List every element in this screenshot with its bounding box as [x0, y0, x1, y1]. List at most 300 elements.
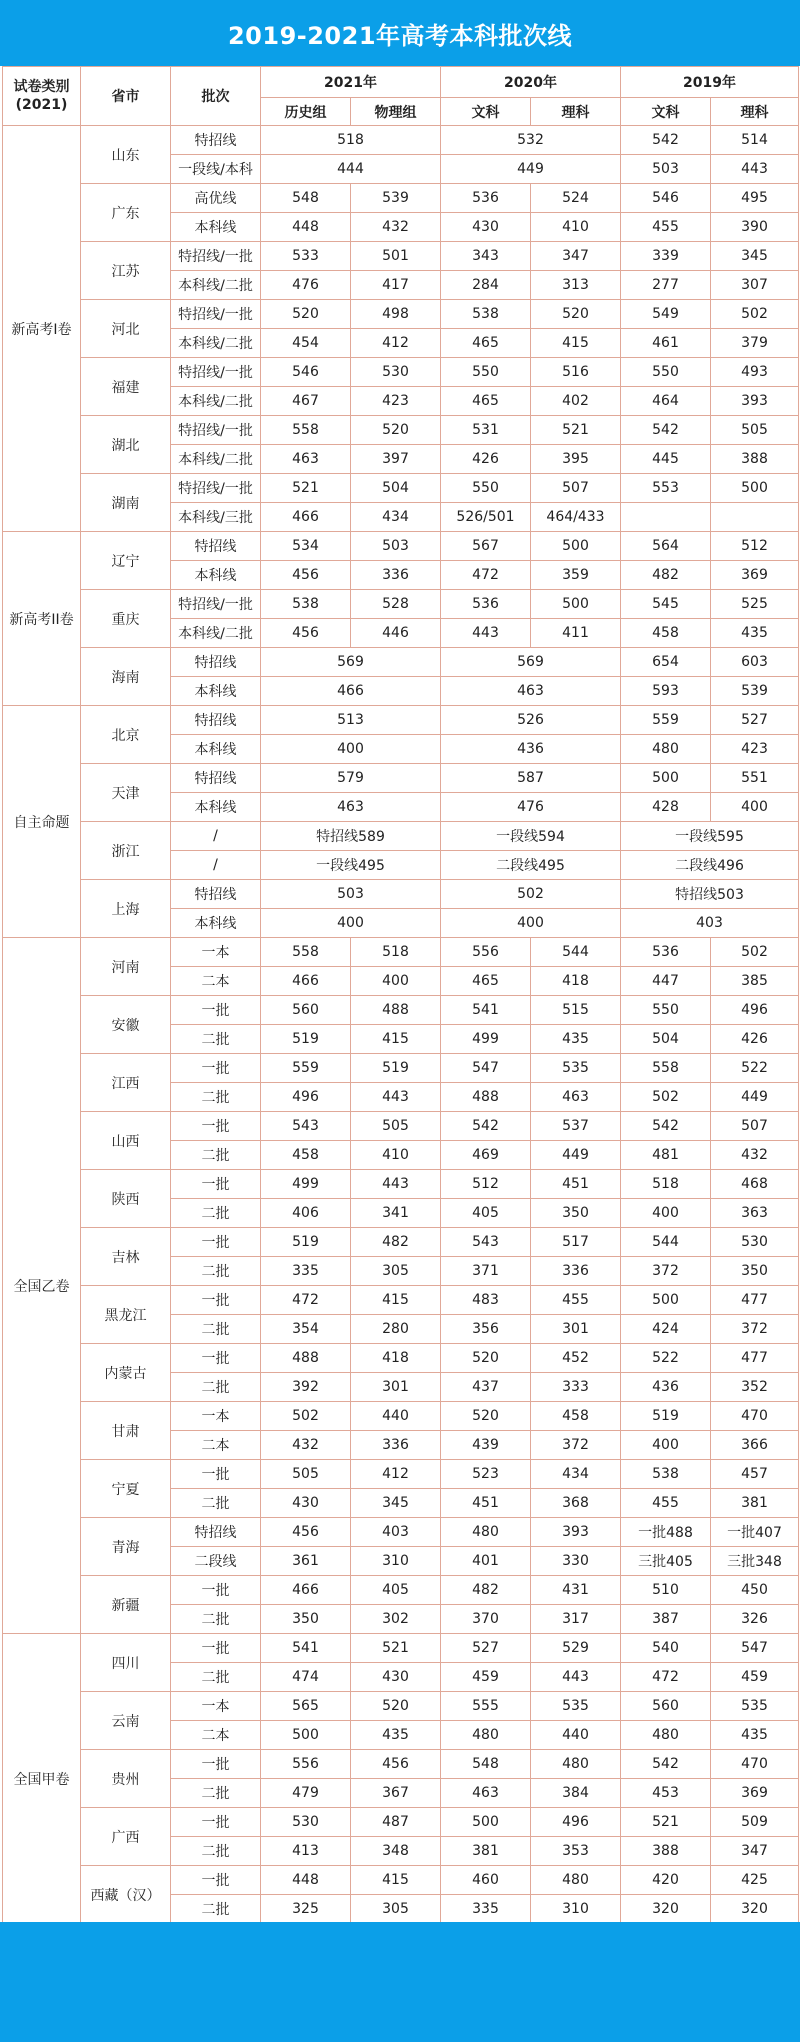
- batch-cell: 本科线/二批: [171, 445, 261, 474]
- score-cell-y21: 520: [351, 416, 441, 445]
- score-cell-y19: 445: [621, 445, 711, 474]
- score-cell-y20: 488: [441, 1083, 531, 1112]
- batch-cell: 特招线/一批: [171, 300, 261, 329]
- score-cell-y19: 550: [621, 996, 711, 1025]
- score-cell-y20: 526/501: [441, 503, 531, 532]
- batch-cell: 本科线: [171, 561, 261, 590]
- score-cell-y19: 500: [621, 764, 711, 793]
- score-cell-y21: 472: [261, 1286, 351, 1315]
- score-cell-y20: 418: [531, 967, 621, 996]
- score-cell-y21: 518: [261, 126, 441, 155]
- score-cell-y19: 482: [621, 561, 711, 590]
- score-cell-y20: 531: [441, 416, 531, 445]
- score-cell-y20: 567: [441, 532, 531, 561]
- score-cell-y19: 390: [711, 213, 799, 242]
- score-cell-y19: 320: [711, 1895, 799, 1924]
- score-cell-y21: 476: [261, 271, 351, 300]
- score-cell-y20: 547: [441, 1054, 531, 1083]
- score-cell-y19: 423: [711, 735, 799, 764]
- batch-cell: 一批: [171, 1866, 261, 1895]
- score-cell-y21: 503: [351, 532, 441, 561]
- category-cell: 新高考II卷: [3, 532, 81, 706]
- score-cell-y20: 356: [441, 1315, 531, 1344]
- table-row: [3, 880, 799, 909]
- score-cell-y20: 524: [531, 184, 621, 213]
- score-cell-y21: 501: [351, 242, 441, 271]
- score-cell-y19: 530: [711, 1228, 799, 1257]
- score-cell-y20: 548: [441, 1750, 531, 1779]
- score-cell-y21: 434: [351, 503, 441, 532]
- score-cell-y21: 456: [261, 1518, 351, 1547]
- score-cell-y21: 518: [351, 938, 441, 967]
- score-cell-y21: 548: [261, 184, 351, 213]
- province-cell: 天津: [81, 764, 171, 822]
- table-row: [3, 184, 799, 213]
- score-cell-y20: 一段线594: [441, 822, 621, 851]
- score-cell-y21: 482: [351, 1228, 441, 1257]
- score-cell-y20: 496: [531, 1808, 621, 1837]
- province-cell: 重庆: [81, 590, 171, 648]
- score-cell-y21: 466: [261, 1576, 351, 1605]
- table-row: [3, 532, 799, 561]
- batch-cell: 本科线/二批: [171, 387, 261, 416]
- batch-cell: 二批: [171, 1837, 261, 1866]
- score-cell-y21: 405: [351, 1576, 441, 1605]
- score-cell-y20: 405: [441, 1199, 531, 1228]
- score-cell-y20: 543: [441, 1228, 531, 1257]
- score-cell-y21: 463: [261, 793, 441, 822]
- score-cell-y19: 481: [621, 1141, 711, 1170]
- score-cell-y20: 443: [441, 619, 531, 648]
- score-cell-y19: 387: [621, 1605, 711, 1634]
- score-cell-y19: 510: [621, 1576, 711, 1605]
- score-cell-y19: 502: [621, 1083, 711, 1112]
- batch-cell: 一批: [171, 1344, 261, 1373]
- score-cell-y21: 400: [261, 909, 441, 938]
- score-cell-y21: 502: [261, 1402, 351, 1431]
- score-cell-y19: 二段线496: [621, 851, 799, 880]
- batch-cell: 一本: [171, 938, 261, 967]
- table-row: [3, 1402, 799, 1431]
- score-cell-y20: 464/433: [531, 503, 621, 532]
- score-cell-y20: 451: [441, 1489, 531, 1518]
- province-cell: 新疆: [81, 1576, 171, 1634]
- score-cell-y20: 384: [531, 1779, 621, 1808]
- score-cell-y20: 520: [441, 1402, 531, 1431]
- batch-cell: 二批: [171, 1895, 261, 1924]
- batch-cell: /: [171, 822, 261, 851]
- score-cell-y19: 468: [711, 1170, 799, 1199]
- table-row: [3, 1344, 799, 1373]
- score-cell-y19: 320: [621, 1895, 711, 1924]
- score-cell-y20: 483: [441, 1286, 531, 1315]
- score-cell-y21: 325: [261, 1895, 351, 1924]
- score-cell-y21: 435: [351, 1721, 441, 1750]
- score-cell-y21: 498: [351, 300, 441, 329]
- category-cell: 全国甲卷: [3, 1634, 81, 1924]
- table-row: [3, 822, 799, 851]
- score-cell-y19: 347: [711, 1837, 799, 1866]
- score-cell-y19: 542: [621, 126, 711, 155]
- score-cell-y19: 558: [621, 1054, 711, 1083]
- score-cell-y20: 二段线495: [441, 851, 621, 880]
- score-cell-y21: 496: [261, 1083, 351, 1112]
- score-cell-y20: 544: [531, 938, 621, 967]
- province-cell: 云南: [81, 1692, 171, 1750]
- score-cell-y19: 550: [621, 358, 711, 387]
- score-cell-y19: 505: [711, 416, 799, 445]
- score-cell-y19: 403: [621, 909, 799, 938]
- batch-cell: 二批: [171, 1779, 261, 1808]
- table-row: [3, 1170, 799, 1199]
- score-cell-y19: 三批405: [621, 1547, 711, 1576]
- score-cell-y20: 330: [531, 1547, 621, 1576]
- batch-cell: 一批: [171, 1054, 261, 1083]
- score-cell-y20: 535: [531, 1054, 621, 1083]
- score-cell-y21: 538: [261, 590, 351, 619]
- header-sub-arts-2020: 文科: [441, 98, 531, 126]
- header-category: 试卷类别 (2021): [3, 67, 81, 126]
- header-year-2019: 2019年: [621, 67, 799, 98]
- batch-cell: 二批: [171, 1373, 261, 1402]
- score-cell-y21: 488: [351, 996, 441, 1025]
- batch-cell: 本科线: [171, 793, 261, 822]
- table-row: [3, 1112, 799, 1141]
- score-cell-y20: 430: [441, 213, 531, 242]
- score-cell-y19: 472: [621, 1663, 711, 1692]
- score-cell-y21: 558: [261, 416, 351, 445]
- score-cell-y19: 379: [711, 329, 799, 358]
- score-cell-y20: 529: [531, 1634, 621, 1663]
- score-cell-y20: 431: [531, 1576, 621, 1605]
- score-cell-y19: 363: [711, 1199, 799, 1228]
- score-cell-y19: 546: [621, 184, 711, 213]
- score-table: [2, 66, 799, 1924]
- score-cell-y19: 369: [711, 1779, 799, 1808]
- score-cell-y19: 339: [621, 242, 711, 271]
- score-cell-y20: 411: [531, 619, 621, 648]
- score-cell-y19: 366: [711, 1431, 799, 1460]
- table-row: [3, 648, 799, 677]
- province-cell: 陕西: [81, 1170, 171, 1228]
- score-cell-y21: 530: [351, 358, 441, 387]
- province-cell: 山东: [81, 126, 171, 184]
- score-cell-y19: 381: [711, 1489, 799, 1518]
- score-cell-y21: 335: [261, 1257, 351, 1286]
- score-cell-y19: 542: [621, 1112, 711, 1141]
- score-cell-y20: 516: [531, 358, 621, 387]
- score-cell-y20: 499: [441, 1025, 531, 1054]
- header-sub-physics: 物理组: [351, 98, 441, 126]
- province-cell: 四川: [81, 1634, 171, 1692]
- batch-cell: 一批: [171, 1808, 261, 1837]
- score-cell-y20: 521: [531, 416, 621, 445]
- score-cell-y19: 480: [621, 735, 711, 764]
- batch-cell: 一段线/本科: [171, 155, 261, 184]
- score-cell-y20: 435: [531, 1025, 621, 1054]
- score-cell-y21: 569: [261, 648, 441, 677]
- score-cell-y21: 305: [351, 1895, 441, 1924]
- score-cell-y19: 502: [711, 938, 799, 967]
- score-cell-y21: 558: [261, 938, 351, 967]
- score-cell-y21: 456: [261, 619, 351, 648]
- score-cell-y20: 368: [531, 1489, 621, 1518]
- score-cell-y19: 519: [621, 1402, 711, 1431]
- batch-cell: 二本: [171, 967, 261, 996]
- score-cell-y19: 535: [711, 1692, 799, 1721]
- table-row: [3, 1634, 799, 1663]
- score-cell-y20: 381: [441, 1837, 531, 1866]
- batch-cell: 本科线/二批: [171, 329, 261, 358]
- batch-cell: 特招线: [171, 880, 261, 909]
- batch-cell: 本科线/二批: [171, 271, 261, 300]
- batch-cell: 特招线: [171, 648, 261, 677]
- table-row: [3, 1692, 799, 1721]
- header-sub-history: 历史组: [261, 98, 351, 126]
- score-cell-y20: 402: [531, 387, 621, 416]
- score-cell-y19: 503: [621, 155, 711, 184]
- score-cell-y21: 474: [261, 1663, 351, 1692]
- score-cell-y19: 326: [711, 1605, 799, 1634]
- batch-cell: 特招线/一批: [171, 416, 261, 445]
- batch-cell: 特招线/一批: [171, 474, 261, 503]
- score-cell-y19: 453: [621, 1779, 711, 1808]
- score-cell-y21: 397: [351, 445, 441, 474]
- score-cell-y21: 415: [351, 1286, 441, 1315]
- score-cell-y19: 470: [711, 1750, 799, 1779]
- score-cell-y21: 345: [351, 1489, 441, 1518]
- score-cell-y20: 587: [441, 764, 621, 793]
- score-cell-y19: 455: [621, 1489, 711, 1518]
- score-cell-y20: 469: [441, 1141, 531, 1170]
- province-cell: 贵州: [81, 1750, 171, 1808]
- batch-cell: 本科线: [171, 909, 261, 938]
- score-cell-y21: 特招线589: [261, 822, 441, 851]
- score-cell-y21: 456: [261, 561, 351, 590]
- header-year-2021: 2021年: [261, 67, 441, 98]
- score-cell-y20: 476: [441, 793, 621, 822]
- batch-cell: 二批: [171, 1199, 261, 1228]
- province-cell: 黑龙江: [81, 1286, 171, 1344]
- score-cell-y19: 372: [621, 1257, 711, 1286]
- score-cell-y19: 450: [711, 1576, 799, 1605]
- table-row: [3, 706, 799, 735]
- score-cell-y20: 515: [531, 996, 621, 1025]
- score-cell-y19: 514: [711, 126, 799, 155]
- table-row: [3, 996, 799, 1025]
- score-cell-y19: 369: [711, 561, 799, 590]
- batch-cell: 特招线/一批: [171, 242, 261, 271]
- score-cell-y19: 504: [621, 1025, 711, 1054]
- score-cell-y21: 341: [351, 1199, 441, 1228]
- score-cell-y21: 415: [351, 1866, 441, 1895]
- score-cell-y20: 517: [531, 1228, 621, 1257]
- score-cell-y21: 466: [261, 677, 441, 706]
- score-cell-y21: 432: [351, 213, 441, 242]
- score-cell-y21: 454: [261, 329, 351, 358]
- score-cell-y19: 500: [621, 1286, 711, 1315]
- score-cell-y20: 401: [441, 1547, 531, 1576]
- score-cell-y21: 一段线495: [261, 851, 441, 880]
- batch-cell: 二批: [171, 1141, 261, 1170]
- score-cell-y19: 502: [711, 300, 799, 329]
- score-cell-y19: [621, 503, 711, 532]
- score-cell-y20: 542: [441, 1112, 531, 1141]
- score-cell-y21: 410: [351, 1141, 441, 1170]
- score-cell-y20: 458: [531, 1402, 621, 1431]
- score-cell-y20: 532: [441, 126, 621, 155]
- province-cell: 青海: [81, 1518, 171, 1576]
- score-cell-y20: 350: [531, 1199, 621, 1228]
- score-cell-y20: 443: [531, 1663, 621, 1692]
- table-row: [3, 1808, 799, 1837]
- batch-cell: 特招线: [171, 706, 261, 735]
- score-cell-y20: 463: [531, 1083, 621, 1112]
- batch-cell: 特招线: [171, 126, 261, 155]
- score-cell-y19: 547: [711, 1634, 799, 1663]
- score-cell-y20: 480: [441, 1721, 531, 1750]
- province-cell: 江苏: [81, 242, 171, 300]
- score-cell-y19: 426: [711, 1025, 799, 1054]
- score-cell-y20: 353: [531, 1837, 621, 1866]
- score-cell-y21: 479: [261, 1779, 351, 1808]
- score-cell-y19: 470: [711, 1402, 799, 1431]
- table-row: [3, 1286, 799, 1315]
- score-cell-y20: 556: [441, 938, 531, 967]
- score-cell-y20: 537: [531, 1112, 621, 1141]
- batch-cell: 本科线/三批: [171, 503, 261, 532]
- score-cell-y21: 336: [351, 561, 441, 590]
- score-cell-y21: 488: [261, 1344, 351, 1373]
- score-cell-y19: 435: [711, 1721, 799, 1750]
- batch-cell: 特招线: [171, 532, 261, 561]
- score-cell-y19: 538: [621, 1460, 711, 1489]
- score-cell-y21: 444: [261, 155, 441, 184]
- score-cell-y19: 一批407: [711, 1518, 799, 1547]
- score-cell-y21: 466: [261, 967, 351, 996]
- score-cell-y21: 412: [351, 329, 441, 358]
- score-cell-y20: 410: [531, 213, 621, 242]
- score-cell-y20: 415: [531, 329, 621, 358]
- table-row: [3, 764, 799, 793]
- score-cell-y19: 一段线595: [621, 822, 799, 851]
- score-cell-y21: 406: [261, 1199, 351, 1228]
- batch-cell: 二批: [171, 1663, 261, 1692]
- score-cell-y19: 518: [621, 1170, 711, 1199]
- score-cell-y20: 395: [531, 445, 621, 474]
- batch-cell: 特招线/一批: [171, 590, 261, 619]
- province-cell: 河北: [81, 300, 171, 358]
- table-wrapper: [0, 66, 800, 1924]
- score-cell-y20: 472: [441, 561, 531, 590]
- score-cell-y20: 335: [441, 1895, 531, 1924]
- score-cell-y21: 443: [351, 1170, 441, 1199]
- score-cell-y21: 305: [351, 1257, 441, 1286]
- batch-cell: 本科线: [171, 213, 261, 242]
- score-cell-y21: 423: [351, 387, 441, 416]
- batch-cell: 二本: [171, 1721, 261, 1750]
- score-cell-y19: 388: [621, 1837, 711, 1866]
- batch-cell: 二批: [171, 1315, 261, 1344]
- score-cell-y19: 480: [621, 1721, 711, 1750]
- province-cell: 上海: [81, 880, 171, 938]
- score-cell-y21: 415: [351, 1025, 441, 1054]
- score-cell-y20: 449: [441, 155, 621, 184]
- score-cell-y20: 333: [531, 1373, 621, 1402]
- score-cell-y20: 451: [531, 1170, 621, 1199]
- score-cell-y21: 456: [351, 1750, 441, 1779]
- score-cell-y19: 436: [621, 1373, 711, 1402]
- category-cell: 新高考I卷: [3, 126, 81, 532]
- footer-bar: [0, 1922, 800, 2042]
- province-cell: 浙江: [81, 822, 171, 880]
- score-cell-y20: 520: [441, 1344, 531, 1373]
- score-cell-y19: 458: [621, 619, 711, 648]
- header-province: 省市: [81, 67, 171, 126]
- score-cell-y20: 393: [531, 1518, 621, 1547]
- score-cell-y20: 482: [441, 1576, 531, 1605]
- batch-cell: 一批: [171, 1228, 261, 1257]
- score-cell-y20: 426: [441, 445, 531, 474]
- batch-cell: 二段线: [171, 1547, 261, 1576]
- score-cell-y19: 536: [621, 938, 711, 967]
- score-cell-y19: 521: [621, 1808, 711, 1837]
- score-cell-y21: 458: [261, 1141, 351, 1170]
- score-cell-y20: 555: [441, 1692, 531, 1721]
- score-cell-y20: 452: [531, 1344, 621, 1373]
- score-cell-y21: 413: [261, 1837, 351, 1866]
- score-cell-y20: 520: [531, 300, 621, 329]
- score-cell-y21: 541: [261, 1634, 351, 1663]
- score-cell-y19: 493: [711, 358, 799, 387]
- score-cell-y19: 372: [711, 1315, 799, 1344]
- score-cell-y21: 400: [261, 735, 441, 764]
- province-cell: 广东: [81, 184, 171, 242]
- score-cell-y19: 435: [711, 619, 799, 648]
- score-cell-y20: 465: [441, 329, 531, 358]
- score-cell-y21: 432: [261, 1431, 351, 1460]
- score-cell-y19: 461: [621, 329, 711, 358]
- score-cell-y21: 466: [261, 503, 351, 532]
- score-cell-y21: 336: [351, 1431, 441, 1460]
- score-cell-y20: 347: [531, 242, 621, 271]
- score-cell-y19: 477: [711, 1344, 799, 1373]
- score-cell-y21: 301: [351, 1373, 441, 1402]
- table-row: [3, 590, 799, 619]
- batch-cell: 二批: [171, 1605, 261, 1634]
- score-cell-y21: 448: [261, 1866, 351, 1895]
- score-cell-y20: 284: [441, 271, 531, 300]
- score-cell-y19: 457: [711, 1460, 799, 1489]
- score-cell-y19: 509: [711, 1808, 799, 1837]
- province-cell: 广西: [81, 1808, 171, 1866]
- score-cell-y21: 560: [261, 996, 351, 1025]
- score-cell-y20: 500: [441, 1808, 531, 1837]
- province-cell: 河南: [81, 938, 171, 996]
- score-cell-y20: 535: [531, 1692, 621, 1721]
- header-sub-arts-2019: 文科: [621, 98, 711, 126]
- score-cell-y20: 460: [441, 1866, 531, 1895]
- score-cell-y20: 480: [441, 1518, 531, 1547]
- score-cell-y19: 464: [621, 387, 711, 416]
- batch-cell: 一本: [171, 1402, 261, 1431]
- score-cell-y20: 480: [531, 1750, 621, 1779]
- score-cell-y21: 463: [261, 445, 351, 474]
- score-cell-y19: 603: [711, 648, 799, 677]
- table-row: [3, 300, 799, 329]
- score-cell-y20: 480: [531, 1866, 621, 1895]
- score-cell-y21: 521: [261, 474, 351, 503]
